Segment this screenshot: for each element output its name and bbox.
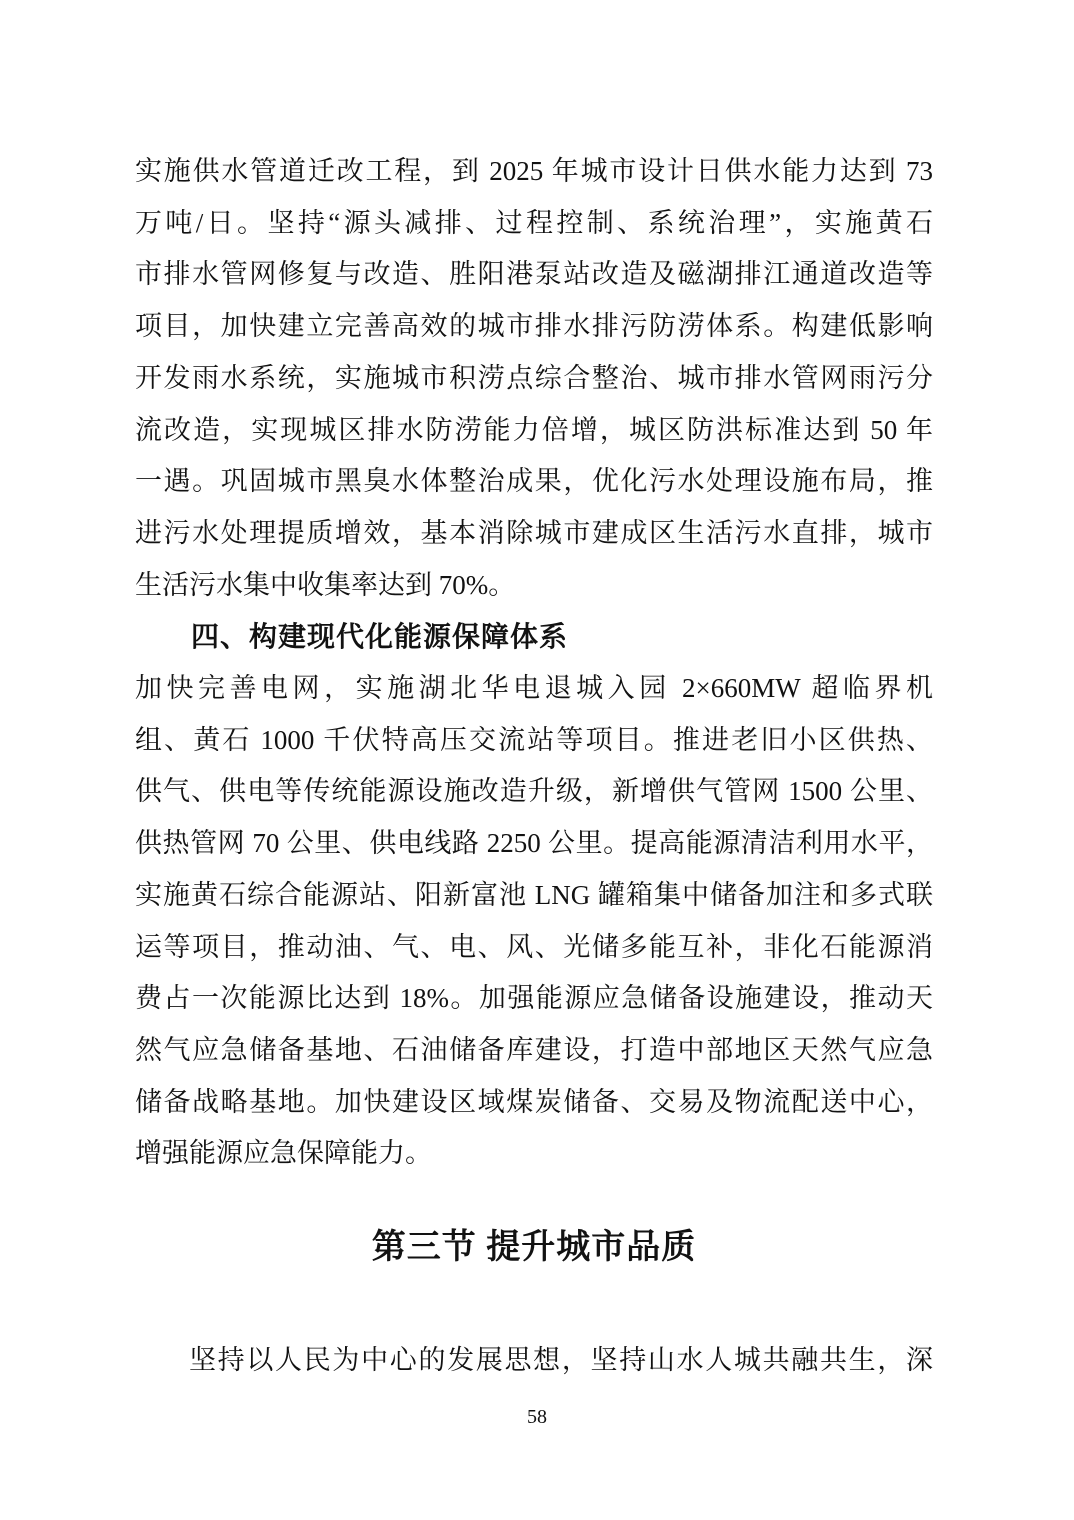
text-line: 生活污水集中收集率达到 70%。 <box>135 569 516 600</box>
document-body <box>135 146 933 1387</box>
text-line: 费占一次能源比达到 18%。加强能源应急储备设施建设，推动天 <box>135 983 933 1014</box>
text-line: 储备战略基地。加快建设区域煤炭储备、交易及物流配送中心， <box>135 1086 933 1117</box>
text-line: 供气、供电等传统能源设施改造升级，新增供气管网 1500 公里、 <box>135 776 933 807</box>
text-line: 实施黄石综合能源站、阳新富池 LNG 罐箱集中储备加注和多式联 <box>135 879 933 910</box>
text-line: 项目，加快建立完善高效的城市排水排污防涝体系。构建低影响 <box>135 311 933 342</box>
text-line: 增强能源应急保障能力。 <box>135 1138 432 1169</box>
heading-energy-system: 四、构建现代化能源保障体系 <box>191 621 569 653</box>
paragraph-energy <box>135 663 933 1180</box>
section-title: 第三节 提升城市品质 <box>371 1229 697 1267</box>
paragraph-city-quality <box>135 1335 933 1387</box>
text-line: 流改造，实现城区排水防涝能力倍增，城区防洪标准达到 50 年 <box>135 414 933 445</box>
text-line: 组、黄石 1000 千伏特高压交流站等项目。推进老旧小区供热、 <box>135 724 933 755</box>
text-line: 运等项目，推动油、气、电、风、光储多能互补，非化石能源消 <box>135 931 933 962</box>
text-line: 实施供水管道迁改工程，到 2025 年城市设计日供水能力达到 73 <box>135 156 933 186</box>
text-line: 坚持以人民为中心的发展思想，坚持山水人城共融共生，深 <box>189 1345 933 1376</box>
text-line: 万吨/日。坚持“源头减排、过程控制、系统治理”，实施黄石 <box>135 207 933 238</box>
text-line: 进污水处理提质增效，基本消除城市建成区生活污水直排，城市 <box>135 517 933 548</box>
text-line: 一遇。巩固城市黑臭水体整治成果，优化污水处理设施布局，推 <box>135 466 933 497</box>
page-number: 58 <box>527 1406 547 1428</box>
text-line: 供热管网 70 公里、供电线路 2250 公里。提高能源清洁利用水平， <box>135 828 933 859</box>
text-line: 市排水管网修复与改造、胜阳港泵站改造及磁湖排江通道改造等 <box>135 259 933 290</box>
text-line: 然气应急储备基地、石油储备库建设，打造中部地区天然气应急 <box>135 1034 933 1065</box>
text-line: 加快完善电网，实施湖北华电退城入园 2×660MW 超临界机 <box>135 673 933 704</box>
paragraph-water-infrastructure <box>135 146 933 611</box>
text-line: 开发雨水系统，实施城市积涝点综合整治、城市排水管网雨污分 <box>135 362 933 393</box>
